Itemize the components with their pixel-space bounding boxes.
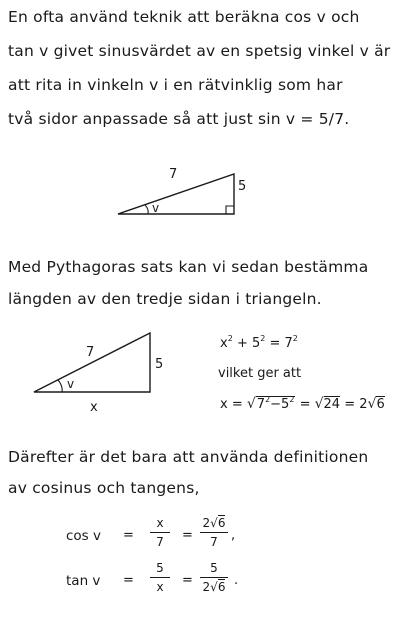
intro-line-2: tan v givet sinusvärdet av en spetsig vinkel v är <box>8 42 391 60</box>
intro-line-4: två sidor anpassade så att just sin v = 5/7. <box>8 110 350 128</box>
right-angle-marker-1 <box>226 206 234 214</box>
cos-f1-den: 7 <box>156 535 164 549</box>
angle-arc-1 <box>145 205 148 214</box>
triangle-1-side-label: 5 <box>238 179 247 194</box>
x-solution-lhs: x = <box>220 397 243 412</box>
x-solution-eq3: = 2 <box>344 397 368 412</box>
tan-equals-2: = <box>182 573 193 588</box>
triangle-2-side-label: 5 <box>155 357 164 372</box>
tan-fraction-2 <box>200 561 228 594</box>
pythagoras-line-1: Med Pythagoras sats kan vi sedan bestämma <box>8 258 369 276</box>
cos-equals-2: = <box>182 528 193 543</box>
cos-fraction-1 <box>150 516 170 549</box>
tan-lhs: tan v <box>66 573 101 589</box>
tan-f2-den-rad: 6 <box>217 580 226 594</box>
intro-line-1: En ofta använd teknik att beräkna cos v och <box>8 8 360 26</box>
sqrt-five-exp: 2 <box>289 395 295 404</box>
cos-lhs: cos v <box>66 528 101 544</box>
cos-f2-num <box>200 516 228 532</box>
cos-f1-num: x <box>156 516 164 530</box>
sqrt-icon: √ <box>367 396 377 412</box>
triangle-2-base-label: x <box>90 400 98 415</box>
sqrt-6: 6 <box>376 397 385 412</box>
tan-f1-num: 5 <box>156 561 164 575</box>
eq-equals-seven: = 7 <box>269 336 293 351</box>
cos-equals-1: = <box>123 528 134 543</box>
triangle-1-hyp-label: 7 <box>169 167 178 182</box>
pythagoras-equation <box>220 334 298 351</box>
triangle-1-angle-label: v <box>152 201 160 215</box>
tan-f2-num: 5 <box>210 561 218 575</box>
x-solution-eq2: = <box>299 397 311 412</box>
triangle-2-hyp-label: 7 <box>86 345 95 360</box>
conclusion-line-2: av cosinus och tangens, <box>8 479 200 497</box>
cos-fraction-2 <box>200 516 228 549</box>
x-solution <box>220 395 385 412</box>
intro-line-3: att rita in vinkeln v i en rätvinklig som har <box>8 76 343 94</box>
conclusion-line-1: Därefter är det bara att använda definitionen <box>8 448 369 466</box>
which-gives-text: vilket ger att <box>218 366 302 381</box>
tan-fraction-1 <box>150 561 170 594</box>
cos-f2-num-pre: 2 <box>202 516 211 530</box>
pythagoras-line-2: längden av den tredje sidan i triangeln. <box>8 290 322 308</box>
tan-row-end: . <box>234 573 239 588</box>
sqrt-icon: √ <box>314 396 324 412</box>
eq-x: x <box>220 336 228 351</box>
eq-plus-five: + 5 <box>236 336 261 351</box>
triangle-2-angle-label: v <box>67 377 75 391</box>
tan-f2-den-pre: 2 <box>202 580 211 594</box>
sqrt-24: 24 <box>323 397 341 412</box>
cos-f2-num-rad: 6 <box>217 516 226 530</box>
sqrt-seven: 7 <box>256 397 266 412</box>
eq-x-exp: 2 <box>227 334 233 343</box>
sqrt-icon: √ <box>246 396 256 412</box>
triangle-1-outline <box>118 174 234 214</box>
sqrt-icon: √ <box>210 580 218 594</box>
angle-arc-2 <box>58 380 62 392</box>
sqrt-minus-five: −5 <box>270 397 290 412</box>
eq-seven-exp: 2 <box>292 334 298 343</box>
tan-f2-den <box>200 578 228 594</box>
triangle-2-outline <box>34 333 150 392</box>
tan-equals-1: = <box>123 573 134 588</box>
sqrt-seven-exp: 2 <box>265 395 271 404</box>
sqrt-icon: √ <box>210 516 218 530</box>
cos-row-end: , <box>231 528 236 543</box>
tan-f1-den: x <box>156 580 164 594</box>
eq-five-exp: 2 <box>260 334 266 343</box>
cos-f2-den: 7 <box>210 535 218 549</box>
